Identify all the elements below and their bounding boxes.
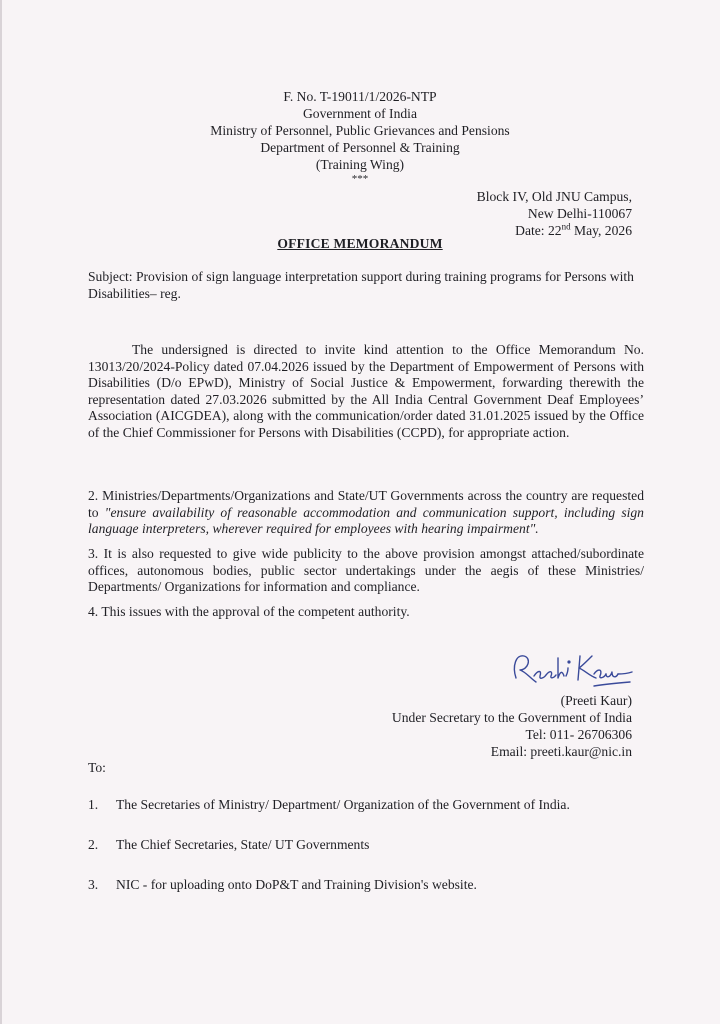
signatory-email: Email: preeti.kaur@nic.in <box>490 744 632 759</box>
wing-name: (Training Wing) <box>315 157 405 172</box>
signatory-designation: Under Secretary to the Government of India <box>391 710 632 725</box>
signatory-block <box>392 692 632 760</box>
paragraph-4: 4. This issues with the approval of the competent authority. <box>88 604 410 619</box>
distribution-item <box>88 796 648 813</box>
memo-title: OFFICE MEMORANDUM <box>277 236 443 251</box>
signatory-phone: Tel: 011- 26706306 <box>525 727 632 742</box>
distribution-text: The Secretaries of Ministry/ Department/ Organization of the Government of India. <box>116 797 570 812</box>
distribution-number: 3. <box>88 877 99 892</box>
ministry-name: Ministry of Personnel, Public Grievances and Pensions <box>210 123 510 138</box>
government-name: Government of India <box>302 106 417 121</box>
address-line-1: Block IV, Old JNU Campus, <box>476 189 632 204</box>
paragraph-2-quote: "ensure availability of reasonable accommodation and communication support, including sign language interpreters, wherever required for employees with hearing impairment". <box>88 504 644 536</box>
address-line-2: New Delhi-110067 <box>527 206 632 221</box>
paragraph-2 <box>88 488 644 538</box>
distribution-text: NIC - for uploading onto DoP&T and Training Division's website. <box>116 877 477 892</box>
handwritten-signature <box>506 648 636 690</box>
signatory-name: (Preeti Kaur) <box>560 693 632 708</box>
paragraph-2-text: 2. Ministries/Departments/Organizations and State/UT Governments across the country are requested to <box>88 488 644 520</box>
distribution-number: 1. <box>88 797 99 812</box>
header-stars: *** <box>351 173 369 185</box>
distribution-item <box>88 876 648 893</box>
office-address <box>477 188 632 239</box>
letterhead <box>0 88 720 185</box>
to-label: To: <box>88 760 106 775</box>
file-number: F. No. T-19011/1/2026-NTP <box>283 89 437 104</box>
distribution-item <box>88 836 648 853</box>
date-month-year: May, 2026 <box>570 223 632 238</box>
department-name: Department of Personnel & Training <box>260 140 460 155</box>
date-suffix-ordinal: nd <box>561 221 571 232</box>
paragraph-3: 3. It is also requested to give wide publicity to the above provision amongst attached/subordinate offices, autonomous bodies, public sector undertakings under the aegis of these Ministries/ Departments/ Organizations for information and compliance. <box>88 546 644 594</box>
distribution-text: The Chief Secretaries, State/ UT Governments <box>116 837 370 852</box>
memo-subject: Subject: Provision of sign language interpretation support during training programs for Persons with Disabilities– reg. <box>88 269 634 301</box>
paragraph-1: The undersigned is directed to invite kind attention to the Office Memorandum No. 13013/20/2024-Policy dated 07.04.2026 issued by the Department of Empowerment of Persons with Disabilities (D/o EPwD), Ministry of Social Justice & Empowerment, forwarding therewith the representation dated 27.03.2026 submitted by the All India Central Government Deaf Employees’ Association (AICGDEA), along with the communication/order dated 31.01.2025 issued by the Office of the Chief Commissioner for Persons with Disabilities (CCPD), for appropriate action. <box>88 342 644 440</box>
distribution-number: 2. <box>88 837 99 852</box>
date-prefix: Date: 22 <box>515 223 562 238</box>
